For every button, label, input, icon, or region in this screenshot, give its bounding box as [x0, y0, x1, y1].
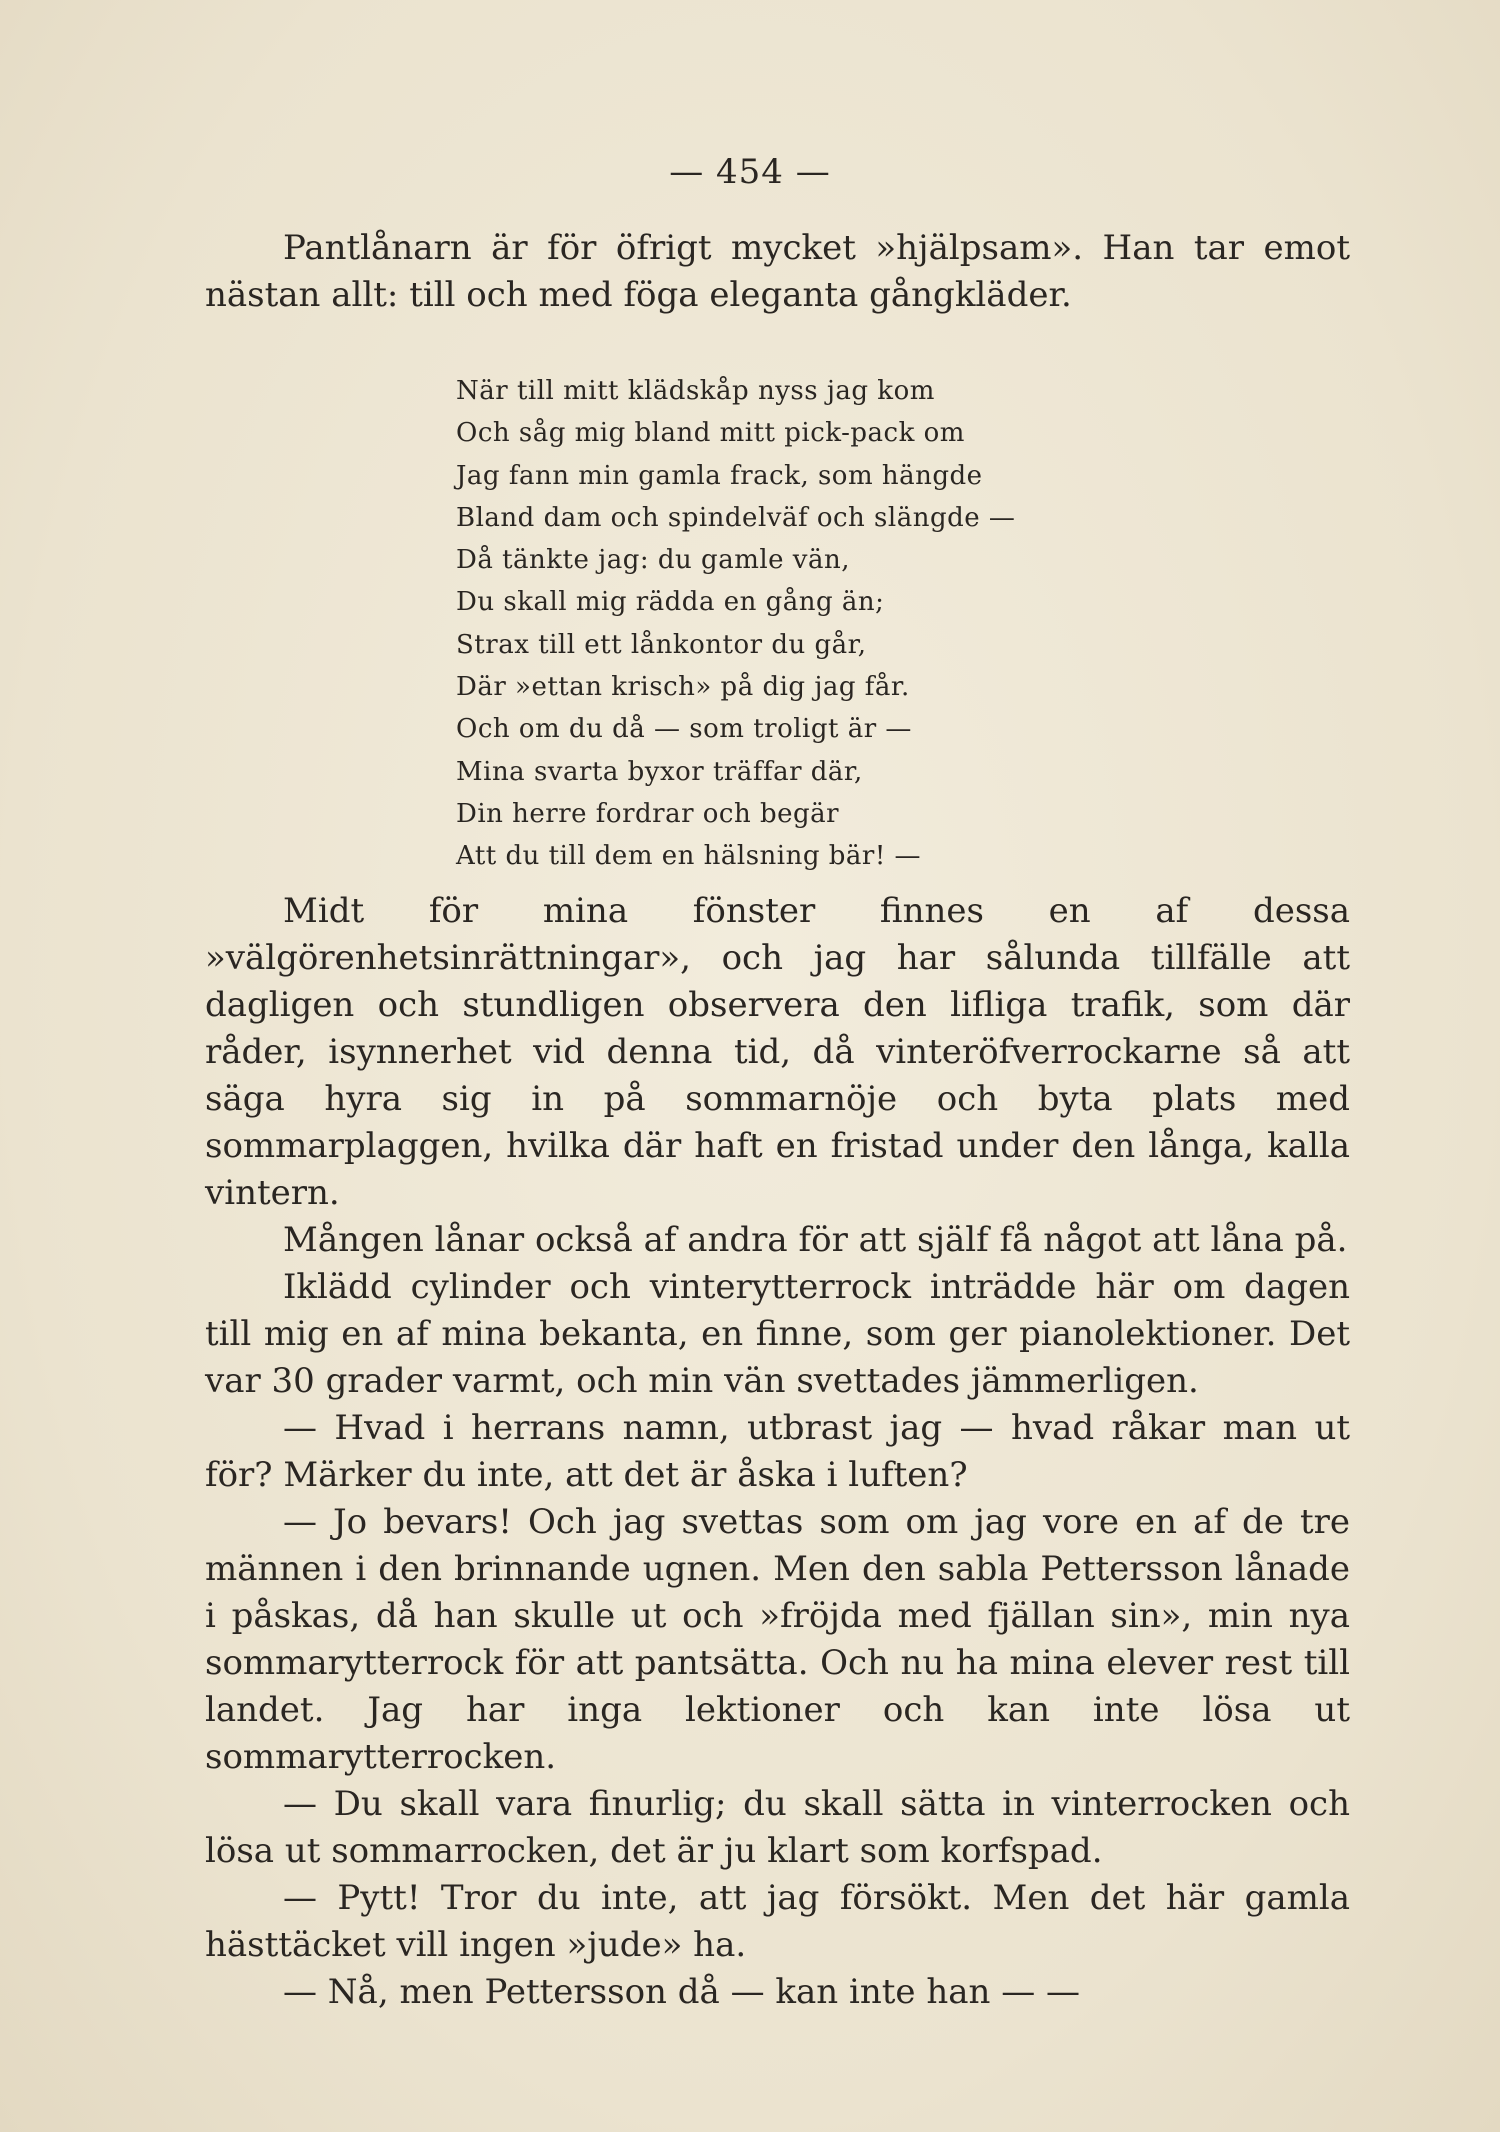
poem-line: Och om du då — som troligt är — — [456, 714, 912, 745]
poem-line: Och såg mig bland mitt pick-pack om — [456, 418, 965, 449]
dialogue-paragraph: — Du skall vara finurlig; du skall sätta in vinterrocken och lösa ut sommarrocken, det är ju klart som korfspad. — [205, 1784, 1350, 1871]
poem-line: Då tänkte jag: du gamle vän, — [456, 545, 851, 576]
paragraph: Mången lånar också af andra för att själf få något att låna på. — [283, 1220, 1348, 1260]
poem-line: Du skall mig rädda en gång än; — [456, 587, 885, 618]
body-text — [205, 888, 1350, 2016]
dialogue-paragraph: — Nå, men Pettersson då — kan inte han — — — [283, 1972, 1081, 2012]
poem-line: Bland dam och spindelväf och slängde — — [456, 502, 1016, 533]
dialogue-paragraph: — Jo bevars! Och jag svettas som om jag vore en af de tre männen i den brinnande ugnen. Men den sabla Pettersson lånade i påskas, då han skulle ut och »fröjda med fjällan sin», min nya sommarytterrock för att pantsätta. Och nu ha mina elever rest till landet. Jag har inga lektioner och kan inte lösa ut sommarytterrocken. — [205, 1502, 1350, 1777]
poem — [456, 370, 1015, 878]
dialogue-paragraph: — Pytt! Tror du inte, att jag försökt. Men det här gamla hästtäcket vill ingen »jude» ha. — [205, 1878, 1350, 1965]
poem-line: Din herre fordrar och begär — [456, 798, 840, 829]
poem-line: Mina svarta byxor träffar där, — [456, 756, 863, 787]
dialogue-paragraph: — Hvad i herrans namn, utbrast jag — hvad råkar man ut för? Märker du inte, att det är åska i luften? — [205, 1408, 1350, 1495]
page-number: — 454 — — [669, 152, 831, 192]
intro-text — [205, 225, 1350, 319]
poem-line: Strax till ett lånkontor du går, — [456, 629, 867, 660]
poem-line: Jag fann min gamla frack, som hängde — [456, 460, 983, 491]
paragraph: Iklädd cylinder och vinterytterrock inträdde här om dagen till mig en af mina bekanta, en finne, som ger pianolektioner. Det var 30 grader varmt, och min vän svettades jämmerligen. — [205, 1267, 1350, 1401]
poem-line: När till mitt klädskåp nyss jag kom — [456, 376, 935, 406]
paragraph: Midt för mina fönster finnes en af dessa »välgörenhetsinrättningar», och jag har sålunda tillfälle att dagligen och stundligen observera den lifliga trafik, som där råder, isynnerhet vid denna tid, då vinteröfverrockarne så att säga hyra sig in på sommarnöje och byta plats med sommarplaggen, hvilka där haft en fristad under den långa, kalla vintern. — [205, 891, 1350, 1213]
poem-line: Att du till dem en hälsning bär! — — [456, 841, 922, 872]
paragraph: Pantlånarn är för öfrigt mycket »hjälpsam». Han tar emot nästan allt: till och med föga eleganta gångkläder. — [205, 228, 1350, 315]
poem-line: Där »ettan krisch» på dig jag får. — [456, 672, 910, 703]
